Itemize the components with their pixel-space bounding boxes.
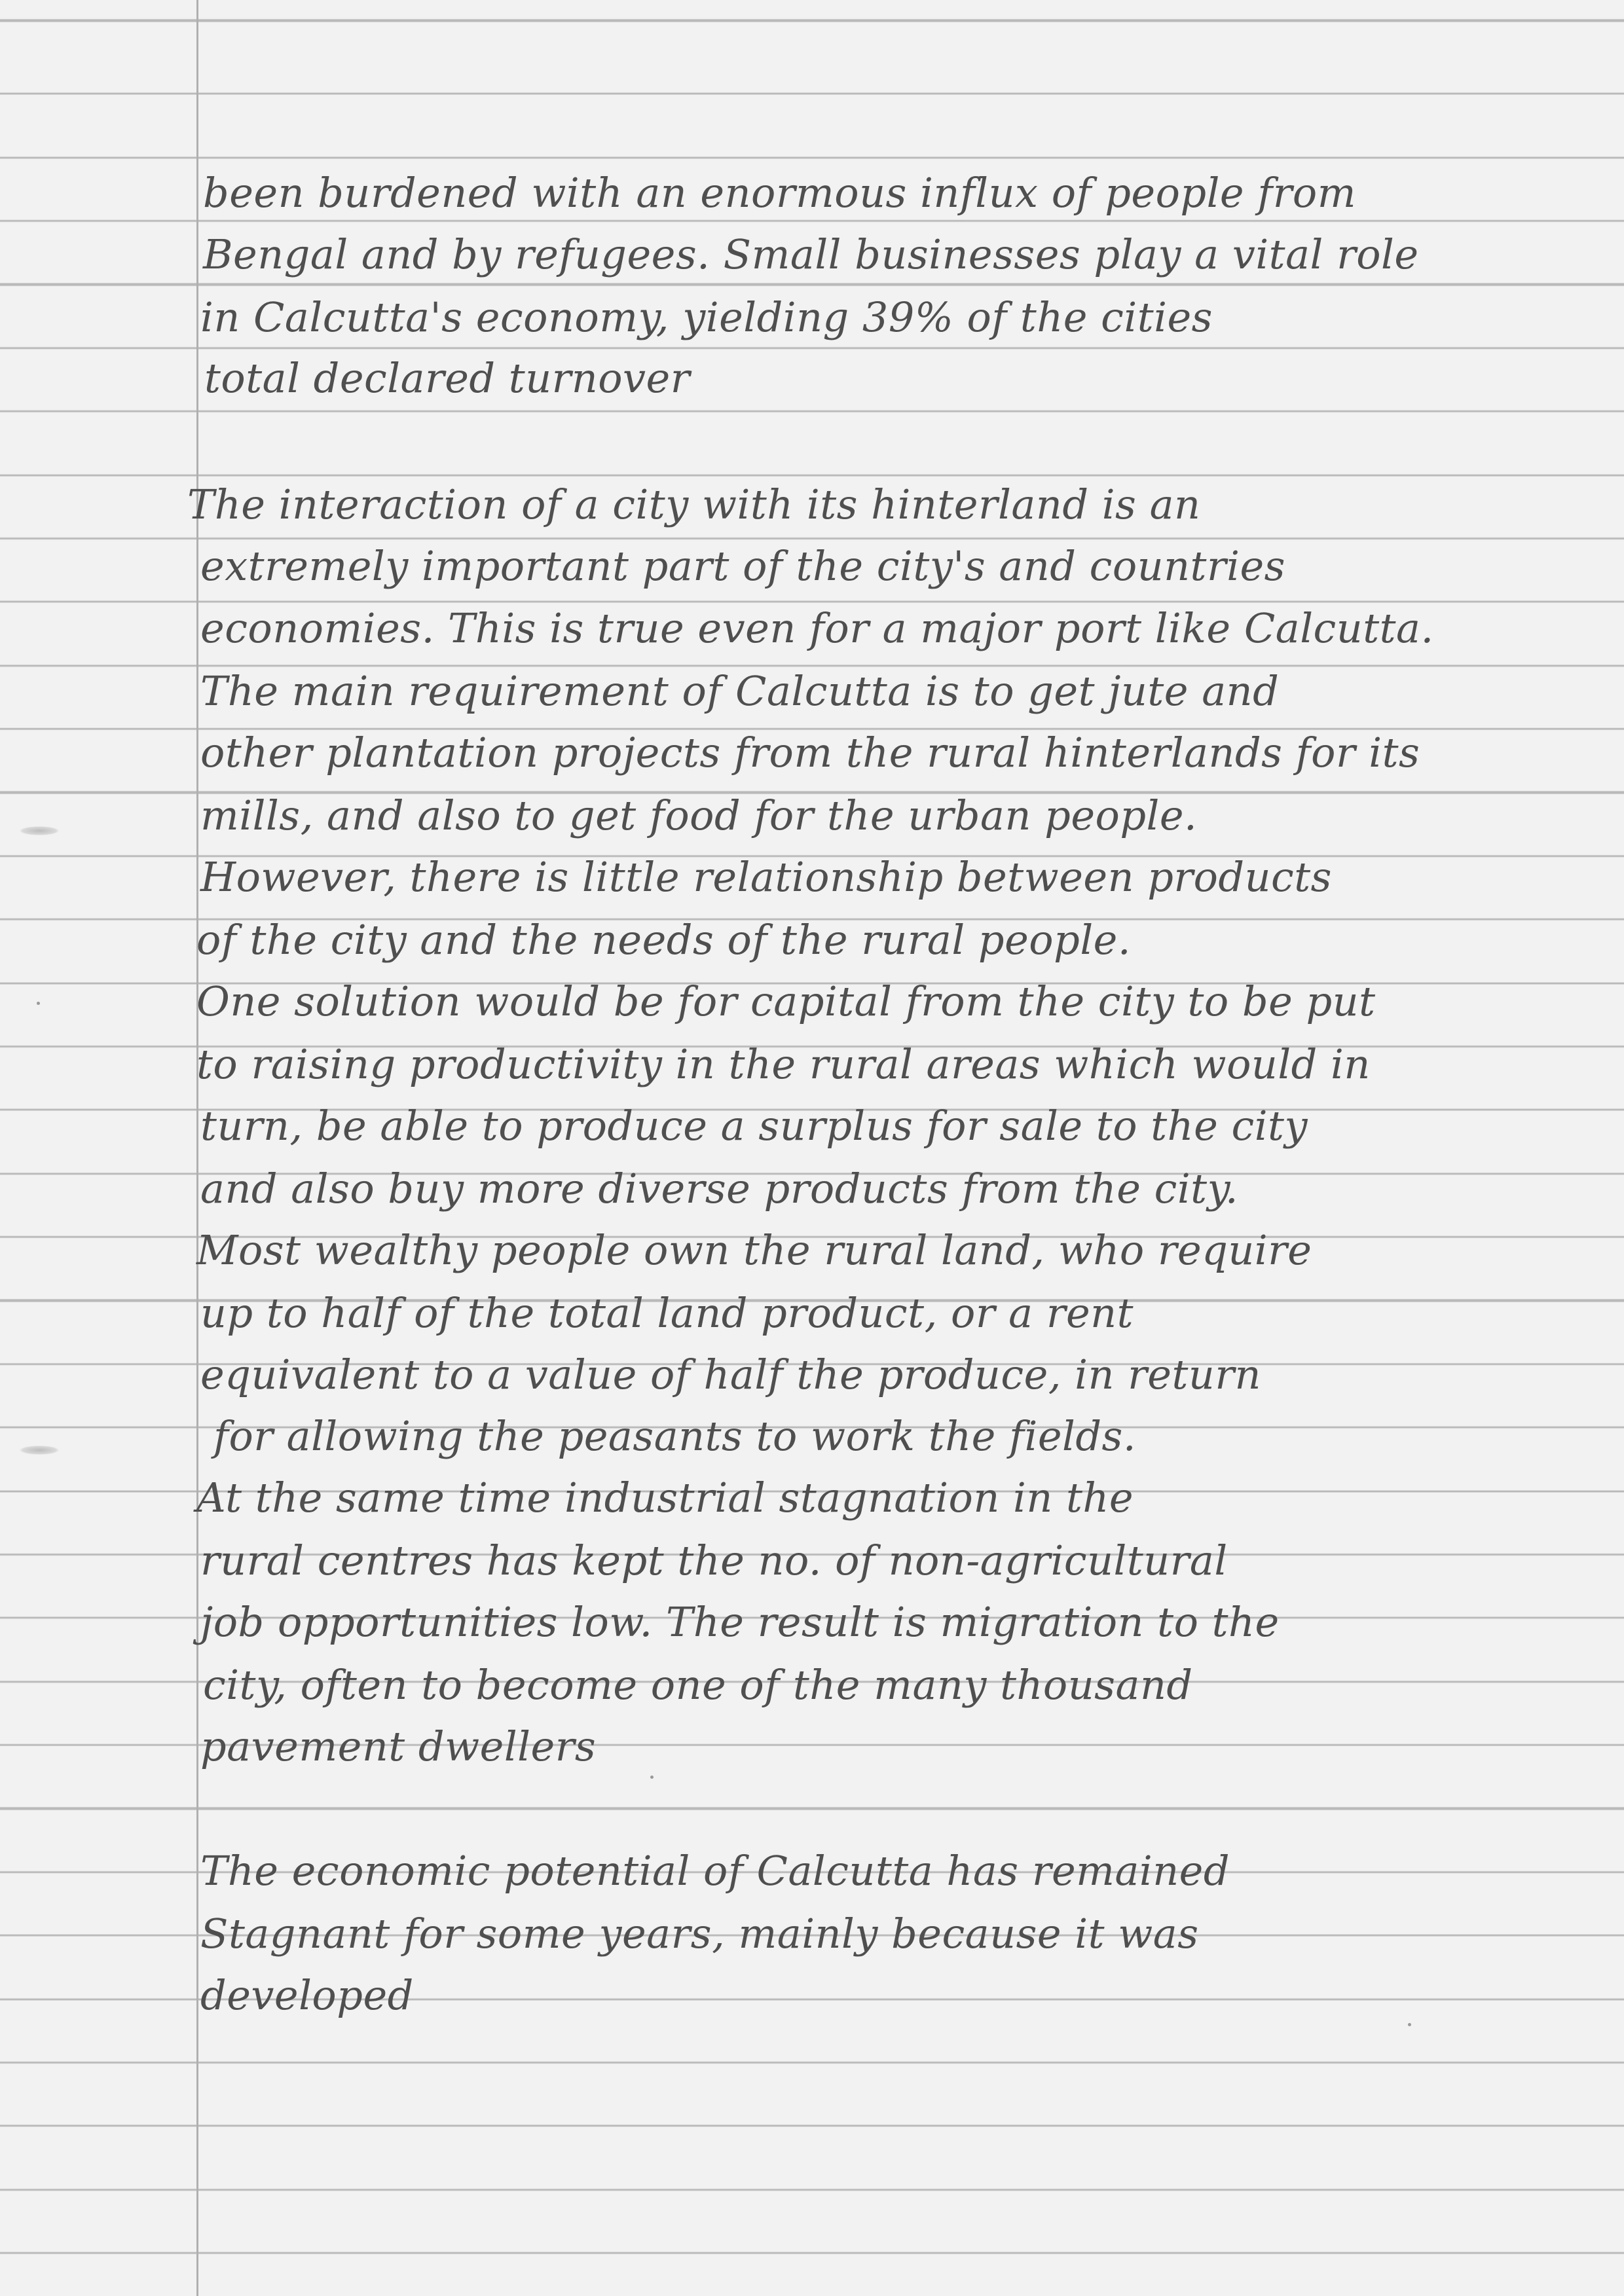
handwritten-line: Stagnant for some years, mainly because it was [200,1910,1199,1958]
handwritten-line: turn, be able to produce a surplus for sale to the city [200,1102,1308,1150]
handwritten-line: other plantation projects from the rural hinterlands for its [200,729,1420,776]
handwritten-line: job opportunities low. The result is migration to the [200,1598,1280,1646]
handwritten-line: developed [200,1971,414,2019]
handwritten-line: of the city and the needs of the rural people. [196,916,1132,964]
handwritten-line: mills, and also to get food for the urban people. [200,792,1198,839]
handwritten-line: economies. This is true even for a major port like Calcutta. [200,604,1434,652]
handwritten-line: equivalent to a value of half the produce, in return [200,1351,1261,1398]
pencil-dot [37,1002,40,1005]
handwritten-line: been burdened with an enormous influx of people from [203,169,1357,217]
margin-line [196,0,198,2296]
handwritten-line: for allowing the peasants to work the fields. [213,1412,1137,1460]
punch-hole-mark [20,1446,59,1455]
handwritten-line: and also buy more diverse products from the city. [200,1165,1239,1212]
handwritten-line: The economic potential of Calcutta has remained [200,1847,1230,1895]
handwritten-line: However, there is little relationship between products [200,853,1332,901]
handwritten-line: At the same time industrial stagnation in the [196,1474,1134,1522]
handwritten-line: Bengal and by refugees. Small businesses play a vital role [203,230,1419,278]
handwritten-line: total declared turnover [204,354,690,402]
handwritten-line: Most wealthy people own the rural land, who require [196,1226,1312,1274]
punch-hole-mark [20,826,59,835]
handwritten-line: to raising productivity in the rural areas which would in [196,1040,1371,1088]
handwritten-text-area [187,0,1589,2296]
handwritten-line: in Calcutta's economy, yielding 39% of the cities [200,293,1213,341]
handwritten-line: The interaction of a city with its hinterland is an [187,481,1201,528]
handwritten-line: rural centres has kept the no. of non-agricultural [200,1537,1228,1584]
handwritten-line: up to half of the total land product, or a rent [200,1289,1134,1337]
handwritten-line: pavement dwellers [200,1722,597,1770]
handwritten-line: The main requirement of Calcutta is to get jute and [200,667,1280,715]
handwritten-line: One solution would be for capital from the city to be put [196,977,1376,1025]
handwritten-line: city, often to become one of the many thousand [203,1661,1193,1709]
handwritten-line: extremely important part of the city's and countries [200,542,1285,590]
